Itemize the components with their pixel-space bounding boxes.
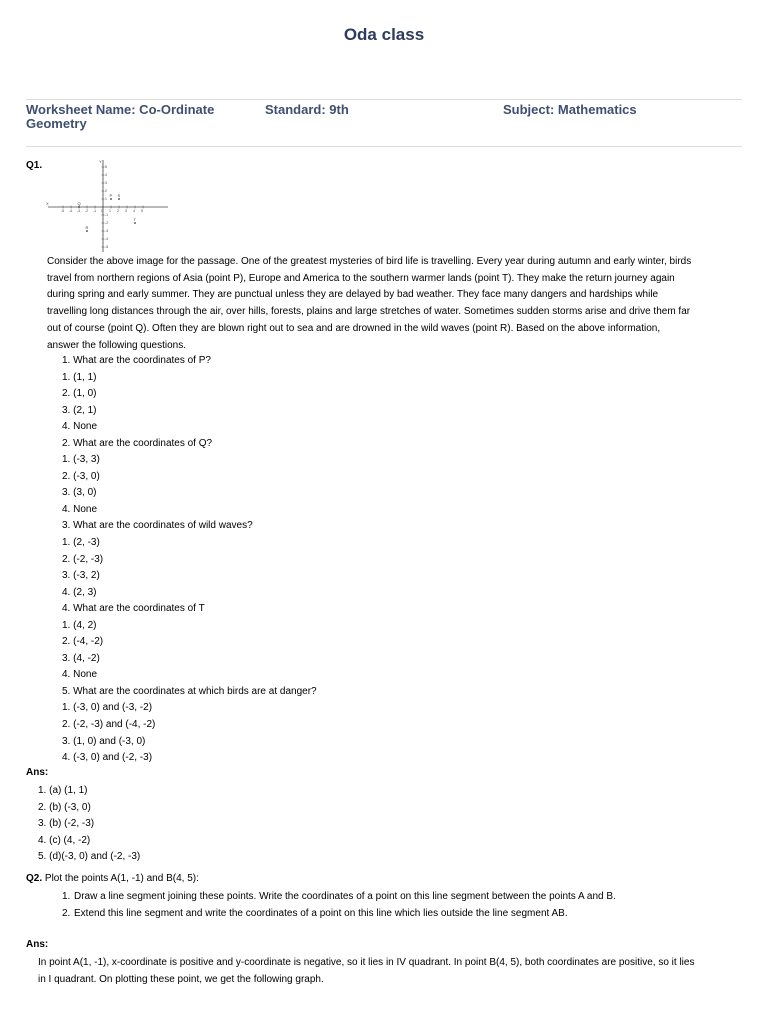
q1-answer-label: Ans: — [26, 767, 49, 778]
q1-list-item: 2. (1, 0) — [62, 388, 97, 400]
q2-part — [62, 906, 682, 923]
q1-list-item: 3. (1, 0) and (-3, 0) — [62, 735, 146, 747]
x-tick-label: 4 — [133, 209, 135, 213]
q1-list-item: 1. (1, 1) — [62, 371, 97, 383]
header-top-divider — [26, 99, 742, 100]
q1-list-item: 4. What are the coordinates of T — [62, 603, 205, 615]
q1-list-item: 1. (2, -3) — [62, 537, 100, 549]
q2-part-number: 2. — [62, 907, 71, 919]
x-tick-label: -4 — [69, 209, 73, 213]
q1-answer-item: 5. (d)(-3, 0) and (-2, -3) — [38, 851, 141, 863]
graph-point-r — [86, 230, 88, 232]
q1-list-item: 1. What are the coordinates of P? — [62, 355, 211, 366]
q1-list-item: 2. (-4, -2) — [62, 636, 104, 648]
q1-list-item: 4. None — [62, 669, 98, 681]
x-tick-label: 3 — [125, 209, 127, 213]
x-tick-label: 2 — [117, 209, 119, 213]
q1-label: Q1. — [26, 160, 43, 171]
y-tick-label: 4 — [105, 173, 107, 178]
y-tick-label: 1 — [105, 197, 107, 202]
q1-answer-list — [38, 783, 140, 866]
graph-point-label: S — [117, 193, 121, 198]
q2-answer-text: In point A(1, -1), x-coordinate is positive and y-coordinate is negative, so it lies in IV quadrant. In point B(4, 5), both coordinates are positive, so it lies in I quadrant. On plotting these point, we get the following graph. — [38, 957, 695, 985]
x-axis-label: X — [46, 201, 49, 206]
graph-point-s — [118, 198, 120, 200]
worksheet-name: Worksheet Name: Co-Ordinate Geometry — [26, 102, 215, 131]
header-bottom-divider — [26, 146, 742, 147]
q1-answer-item: 1. (a) (1, 1) — [38, 785, 88, 796]
q1-list-item: 4. (2, 3) — [62, 586, 97, 598]
q1-list-item: 3. (4, -2) — [62, 652, 100, 664]
q1-list-item: 1. (-3, 0) and (-3, -2) — [62, 702, 153, 714]
q1-list-item: 2. (-2, -3) and (-4, -2) — [62, 719, 156, 731]
x-tick-label: 1 — [109, 209, 111, 213]
subject-label: Subject: Mathematics — [503, 102, 637, 117]
q2-part-text: Extend this line segment and write the coordinates of a point on this line which lies outside the line segment AB. — [74, 907, 568, 919]
graph-point-label: Q — [77, 201, 81, 206]
q1-list-item: 1. (-3, 3) — [62, 454, 100, 466]
q1-list-item: 4. (-3, 0) and (-2, -3) — [62, 752, 153, 764]
graph-point-label: P — [109, 193, 113, 198]
q1-list-item: 4. None — [62, 503, 98, 515]
y-tick-label: -1 — [105, 213, 109, 218]
q1-list-item: 2. (-3, 0) — [62, 470, 100, 482]
y-tick-label: -4 — [105, 237, 109, 242]
q1-list-item: 3. (3, 0) — [62, 487, 97, 499]
y-tick-label: -5 — [105, 245, 109, 250]
standard-label: Standard: 9th — [265, 102, 349, 117]
q2-heading — [26, 873, 199, 884]
graph-point-q — [78, 206, 80, 208]
q1-coordinate-graph — [44, 158, 174, 254]
y-tick-label: -2 — [105, 221, 109, 226]
q1-list-item: 3. (-3, 2) — [62, 570, 100, 582]
q1-answer-item: 4. (c) (4, -2) — [38, 834, 91, 846]
x-tick-label: -1 — [93, 209, 97, 213]
y-tick-label: 5 — [105, 165, 107, 170]
graph-point-label: T — [133, 217, 136, 222]
x-tick-label: 5 — [141, 209, 143, 213]
y-tick-label: -3 — [105, 229, 109, 234]
q2-label: Q2. — [26, 873, 43, 884]
q1-list-item: 3. What are the coordinates of wild waves? — [62, 520, 253, 532]
q1-list-item: 4. None — [62, 421, 98, 433]
q2-question: Plot the points A(1, -1) and B(4, 5): — [44, 873, 199, 884]
q1-answer-item: 3. (b) (-2, -3) — [38, 818, 95, 830]
q2-answer-label: Ans: — [26, 939, 49, 950]
y-tick-label: 2 — [105, 189, 107, 194]
x-tick-label: 0 — [101, 209, 103, 213]
x-tick-label: -5 — [61, 209, 65, 213]
q1-list-item: 2. What are the coordinates of Q? — [62, 437, 213, 449]
x-tick-label: -3 — [77, 209, 81, 213]
y-axis-label: Y — [99, 159, 102, 164]
q1-passage: Consider the above image for the passage. One of the greatest mysteries of bird life is travelling. Every year during autumn and early winter, birds travel from northern regions of Asia (point P), Europe and America to the southern warmer lands (point T). They make the return journey again during spring and early summer. They are punctual unless they are delayed by bad weather. They face many dangers and hardships while travelling long distances through the air, over hills, forests, plains and large stretches of water. Sometimes sudden storms arise and drive them far out of course (point Q). Often they are blown right out to sea and are drowned in the wild waves (point R). Based on the above information, answer the following questions. — [47, 256, 692, 351]
q2-part-text: Draw a line segment joining these points. Write the coordinates of a point on this line segment between the points A and B. — [74, 891, 616, 902]
q1-list-item: 5. What are the coordinates at which birds are at danger? — [62, 685, 317, 697]
q1-list-item: 2. (-2, -3) — [62, 553, 104, 565]
graph-point-p — [110, 198, 112, 200]
q2-part — [62, 889, 682, 906]
y-tick-label: 3 — [105, 181, 107, 186]
graph-point-t — [134, 222, 136, 224]
q1-list-item: 3. (2, 1) — [62, 404, 97, 416]
q2-part-number: 1. — [62, 891, 71, 902]
q1-answer-item: 2. (b) (-3, 0) — [38, 801, 91, 813]
q1-question-list — [62, 353, 317, 767]
q2-parts-list — [62, 889, 682, 922]
x-tick-label: -2 — [85, 209, 89, 213]
q1-list-item: 1. (4, 2) — [62, 619, 97, 631]
brand-title: Oda class — [343, 25, 425, 44]
graph-point-label: R — [85, 225, 89, 230]
